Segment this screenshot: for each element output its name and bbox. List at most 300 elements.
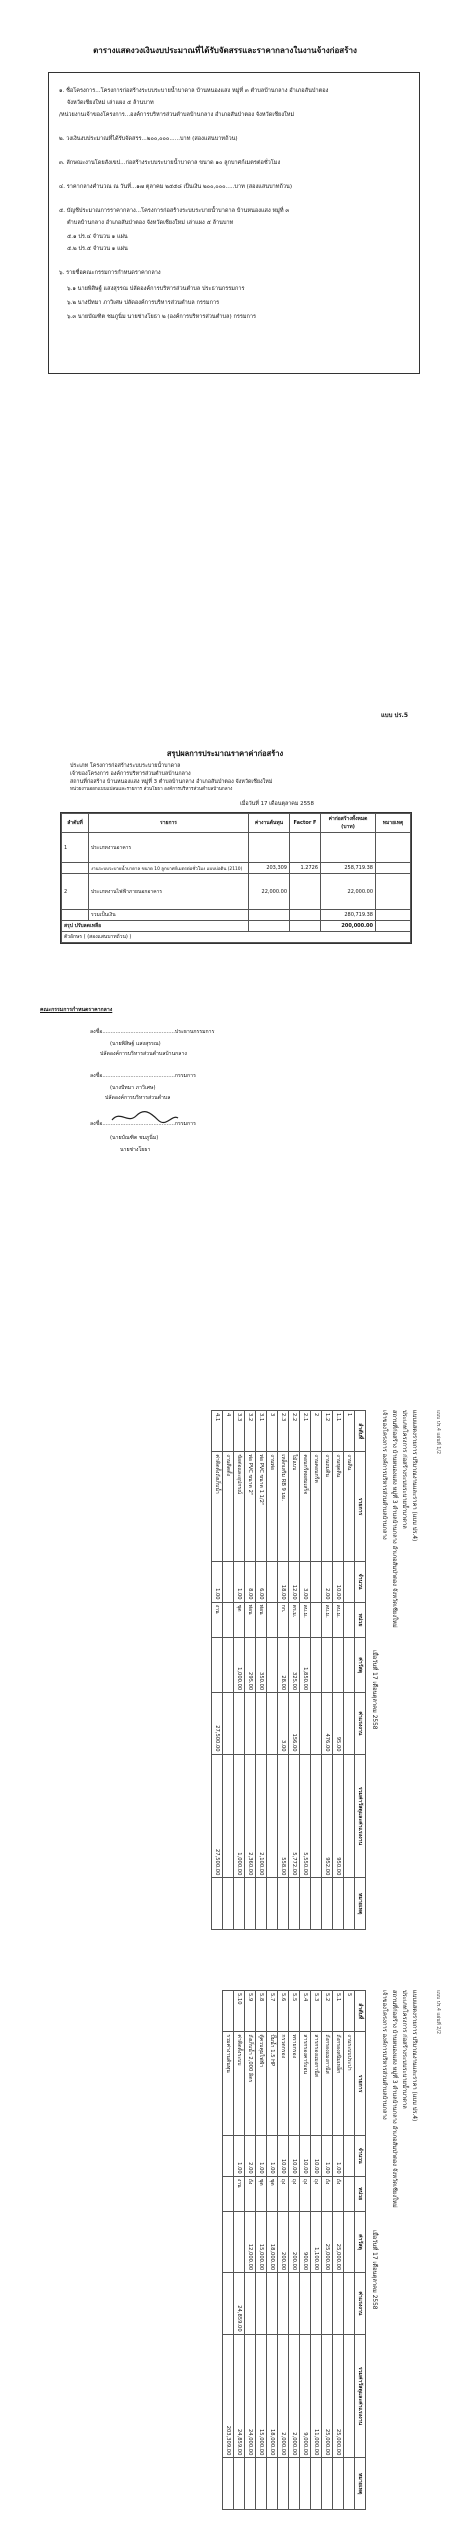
- column-header: ค่าก่อสร้างทั้งหมด (บาท): [321, 814, 376, 833]
- table-cell: [245, 2273, 256, 2334]
- amount-in-words: ตัวอักษร ( (สองแสนบาทถ้วน) ): [62, 932, 411, 943]
- table-cell: 2,100.00: [256, 1754, 267, 1878]
- table-cell: 1.2: [322, 1411, 333, 1452]
- table-cell: [62, 863, 89, 874]
- committee-line: ๖.๑ นายพิสิษฐ์ แสงสุรรณ ปลัดองค์การบริหารส่วนตำบล ประธานกรรมการ: [67, 286, 245, 292]
- table-cell: [249, 833, 290, 863]
- table-row: [278, 1991, 289, 2510]
- table-cell: 3.00: [278, 1693, 289, 1754]
- table-cell: 8.00: [245, 1561, 256, 1602]
- table-row: [234, 1411, 245, 1930]
- table-cell: [289, 2273, 300, 2334]
- table-cell: [267, 2273, 278, 2334]
- project-field: ประเภท โครงการก่อสร้างระบบระบายน้ำบาดาล: [70, 763, 181, 769]
- page-4-date: เมื่อวันที่ 17 เดือนตุลาคม 2558: [371, 2230, 377, 2310]
- table-cell: [376, 874, 411, 910]
- table-cell: 12,000.00: [245, 2211, 256, 2272]
- table-cell: 5.5: [289, 1991, 300, 2032]
- signer-name: (นายพิสิษฐ์ แสงสุรรณ): [110, 1041, 161, 1047]
- table-cell: 1: [62, 833, 89, 863]
- column-header: จำนวน: [355, 2135, 366, 2176]
- committee-line: ๖.๓ นายบัณฑิต ชมภูนิ่ม นายช่างโยธา ๒ (องค์การบริหารส่วนตำบล) กรรมการ: [67, 314, 257, 320]
- table-cell: กรวดกรอง: [278, 2032, 289, 2135]
- table-cell: 2.00: [322, 1561, 333, 1602]
- column-header: ค่าแรงงาน: [355, 2273, 366, 2334]
- table-cell: 5.8: [256, 1991, 267, 2032]
- summary-line: จังหวัดเชียงใหม่ เล่าแผง ๕ ล้านบาท: [67, 100, 154, 106]
- table-row: [333, 1991, 344, 2510]
- table-cell: [344, 2273, 355, 2334]
- table-cell: [278, 2458, 289, 2510]
- table-cell: [376, 863, 411, 874]
- table-cell: [311, 1878, 322, 1930]
- table-cell: [344, 1878, 355, 1930]
- table-cell: [267, 1754, 278, 1878]
- table-row: [62, 874, 411, 910]
- table-cell: [223, 2458, 234, 2510]
- table-cell: งานดิน: [344, 1452, 355, 1561]
- text-amount-row: [62, 932, 411, 943]
- table-cell: 325.00: [289, 1638, 300, 1693]
- table-row: [245, 1411, 256, 1930]
- summary-row: [62, 921, 411, 932]
- page-4-rotated: [222, 1990, 420, 2510]
- table-cell: ปั๊มน้ำ 1.5 HP: [267, 2032, 278, 2135]
- page-3-table: [211, 1410, 366, 1930]
- summary-line: /หน่วยงานเจ้าของโครงการ...องค์การบริหารส่วนตำบลบ้านกลาง อำเภอสันป่าตอง จังหวัดเชียงใหม่: [59, 112, 295, 118]
- project-field: เจ้าของโครงการ องค์การบริหารส่วนตำบลบ้านกลาง: [70, 771, 191, 777]
- table-cell: งานขุดดิน: [333, 1452, 344, 1561]
- table-cell: [344, 1754, 355, 1878]
- page-4-footer: แบบ ปร.4 แผ่นที่ 2/2: [435, 1990, 440, 2035]
- table-cell: 2,000.00: [278, 2334, 289, 2458]
- table-cell: 24,859.00: [234, 2334, 245, 2458]
- table-row: [322, 1411, 333, 1930]
- table-cell: 5,772.00: [289, 1754, 300, 1878]
- table-cell: 18,000.00: [267, 2211, 278, 2272]
- table-cell: [344, 2176, 355, 2211]
- signer-title: ปลัดองค์การบริหารส่วนตำบลบ้านกลาง: [100, 1051, 187, 1057]
- table-cell: 1,850.00: [300, 1638, 311, 1693]
- table-cell: งานระบบระบายน้ำบาดาล ขนาด 10 ลูกบาศก์เมตรต่อชั่วโมง แบบบ่อดิน (2110): [89, 863, 249, 874]
- table-cell: 5,550.00: [300, 1754, 311, 1878]
- table-cell: 2.2: [289, 1411, 300, 1452]
- table-cell: ถัง: [245, 2176, 256, 2211]
- table-cell: ประเภทงานอาคาร: [89, 833, 249, 863]
- column-header: รายการ: [355, 2032, 366, 2135]
- table-cell: ท่อ PVC ขนาด 2": [245, 1452, 256, 1561]
- table-cell: [256, 2458, 267, 2510]
- table-row: [223, 1991, 234, 2510]
- table-cell: 24,000.00: [245, 2334, 256, 2458]
- committee-line: ๖.๒ นางปัทมา ภาวิเศษ ปลัดองค์การบริหารส่วนตำบล กรรมการ: [67, 300, 220, 306]
- table-cell: [322, 1638, 333, 1693]
- table-cell: [311, 1638, 322, 1693]
- column-header: หมายเหตุ: [355, 1878, 366, 1930]
- table-cell: คอนกรีตผสมเสร็จ: [300, 1452, 311, 1561]
- table-cell: 10.00: [278, 2135, 289, 2176]
- table-cell: 1.00: [267, 2135, 278, 2176]
- summary-value: 200,000.00: [321, 921, 376, 932]
- table-row: [245, 1991, 256, 2510]
- table-cell: ค่าติดตั้งถังเก็บน้ำ: [212, 1452, 223, 1561]
- table-cell: [245, 1878, 256, 1930]
- table-cell: [311, 2273, 322, 2334]
- summary-label: สรุป ปรับลดเหลือ: [62, 921, 249, 932]
- page-4-header-line: ประเภทโครงการ ก่อสร้างระบบระบายน้ำบาดาล: [401, 1990, 407, 2109]
- table-cell: [223, 2176, 234, 2211]
- project-field: หน่วยงานออกแบบแปลนและรายการ ส่วนโยธา องค์การบริหารส่วนตำบลบ้านกลาง: [70, 787, 233, 792]
- signer-name: (นางปัทมา ภาวิเศษ): [110, 1085, 156, 1091]
- table-cell: 4: [223, 1411, 234, 1452]
- table-cell: [322, 2458, 333, 2510]
- table-cell: ข้อต่อและอุปกรณ์: [234, 1452, 245, 1561]
- table-row: [344, 1411, 355, 1930]
- table-cell: 1,000.00: [234, 1638, 245, 1693]
- summary-line: ๓. ลักษณะงานโดยสังเขป...ก่อสร้างระบบระบายน้ำบาดาล ขนาด ๑๐ ลูกบาศก์เมตรต่อชั่วโมง: [59, 160, 281, 166]
- table-cell: งานติดตั้ง: [223, 1452, 234, 1561]
- table-cell: 295.00: [245, 1638, 256, 1693]
- table-header-row: [355, 1411, 366, 1930]
- column-header: ค่าแรงงาน: [355, 1693, 366, 1754]
- table-cell: [376, 833, 411, 863]
- table-cell: 1.00: [256, 2135, 267, 2176]
- table-cell: [311, 1693, 322, 1754]
- table-cell: 2.3: [278, 1411, 289, 1452]
- table-cell: [289, 2458, 300, 2510]
- total-value: 280,719.38: [321, 910, 376, 921]
- table-cell: [289, 1878, 300, 1930]
- table-cell: [333, 2273, 344, 2334]
- table-row: [311, 1411, 322, 1930]
- table-row: [333, 1411, 344, 1930]
- table-row: [62, 863, 411, 874]
- table-cell: 5.10: [234, 1991, 245, 2032]
- table-cell: 27,500.00: [212, 1754, 223, 1878]
- column-header: รวมค่าวัสดุและค่าแรงงาน: [355, 2334, 366, 2458]
- table-cell: [267, 1602, 278, 1638]
- table-cell: กก.: [278, 1602, 289, 1638]
- page-4-header-line: แบบแสดงรายการ ปริมาณงานและราคา (แบบ ปร.4): [411, 1990, 417, 2122]
- page-3-header-line: เจ้าของโครงการ องค์การบริหารส่วนตำบลบ้านกลาง: [381, 1410, 387, 1540]
- table-cell: 200.00: [289, 2211, 300, 2272]
- table-cell: [311, 1602, 322, 1638]
- table-row: [223, 1411, 234, 1930]
- table-cell: [333, 1878, 344, 1930]
- page-3-header-line: แบบแสดงรายการ ปริมาณงานและราคา (แบบ ปร.4): [411, 1410, 417, 1542]
- table-cell: 1.00: [212, 1561, 223, 1602]
- table-cell: 15,000.00: [256, 2211, 267, 2272]
- table-cell: ค่าติดตั้งระบบ: [234, 2032, 245, 2135]
- table-cell: [333, 2458, 344, 2510]
- table-cell: รวมค่างานต้นทุน: [223, 2032, 234, 2135]
- column-header: หน่วย: [355, 1602, 366, 1638]
- table-cell: ไม้แบบ: [289, 1452, 300, 1561]
- table-cell: งานคอนกรีต: [311, 1452, 322, 1561]
- page-3-header-line: ประเภทโครงการ ก่อสร้างระบบระบายน้ำบาดาล: [401, 1410, 407, 1529]
- table-cell: 2: [62, 874, 89, 910]
- column-header: รายการ: [355, 1452, 366, 1561]
- table-header-row: [62, 814, 411, 833]
- table-cell: ท่อน: [256, 1602, 267, 1638]
- table-cell: [278, 2273, 289, 2334]
- table-cell: 1.00: [322, 2135, 333, 2176]
- page-3: [0, 1400, 450, 1960]
- page-1-title: ตารางแสดงวงเงินงบประมาณที่ได้รับจัดสรรและราคากลางในงานจ้างก่อสร้าง: [93, 46, 357, 55]
- table-cell: งานท่อ: [267, 1452, 278, 1561]
- table-row: [289, 1991, 300, 2510]
- table-cell: 18.00: [278, 1561, 289, 1602]
- column-header: หมายเหตุ: [355, 2458, 366, 2510]
- signature-line: ลงชื่อ............................................กรรมการ: [90, 1073, 196, 1079]
- table-row: [300, 1411, 311, 1930]
- table-cell: 5.7: [267, 1991, 278, 2032]
- table-cell: ถุง: [300, 2176, 311, 2211]
- page-4-header-line: สถานที่ก่อสร้าง บ้านหนองแสง หมู่ที่ 3 ตำบลบ้านกลาง อำเภอสันป่าตอง จังหวัดเชียงใหม่: [391, 1990, 397, 2208]
- table-cell: 350.00: [256, 1638, 267, 1693]
- table-cell: 10.00: [289, 2135, 300, 2176]
- table-cell: [267, 1638, 278, 1693]
- table-row: [234, 1991, 245, 2510]
- table-cell: 10.00: [300, 2135, 311, 2176]
- table-cell: 2: [311, 1411, 322, 1452]
- table-cell: งานระบบประปา: [344, 2032, 355, 2135]
- table-cell: [245, 1693, 256, 1754]
- table-cell: ถุง: [289, 2176, 300, 2211]
- table-cell: 3.3: [234, 1411, 245, 1452]
- table-cell: 24,859.00: [234, 2273, 245, 2334]
- table-cell: [344, 1638, 355, 1693]
- signer-title: นายช่างโยธา: [120, 1147, 151, 1153]
- total-row: [62, 910, 411, 921]
- table-cell: [300, 1878, 311, 1930]
- table-cell: ถุง: [311, 2176, 322, 2211]
- summary-line: ๒. วงเงินงบประมาณที่ได้รับจัดสรร...๒๐๐,๐๐๐......บาท (สองแสนบาทถ้วน): [59, 136, 238, 142]
- table-cell: 10.00: [333, 1561, 344, 1602]
- table-cell: [212, 1638, 223, 1693]
- table-cell: 5.9: [245, 1991, 256, 2032]
- table-cell: 5: [344, 1991, 355, 2032]
- page-4-header-line: เจ้าของโครงการ องค์การบริหารส่วนตำบลบ้านกลาง: [381, 1990, 387, 2120]
- table-cell: 25,000.00: [322, 2334, 333, 2458]
- table-cell: [290, 833, 321, 863]
- signer-title: ปลัดองค์การบริหารส่วนตำบล: [105, 1095, 171, 1101]
- table-cell: 28.00: [278, 1638, 289, 1693]
- column-header: ลำดับที่: [355, 1411, 366, 1452]
- column-header: รวมค่าวัสดุและค่าแรงงาน: [355, 1754, 366, 1878]
- column-header: รายการ: [89, 814, 249, 833]
- table-row: [212, 1411, 223, 1930]
- table-cell: [344, 2334, 355, 2458]
- table-cell: 476.00: [322, 1693, 333, 1754]
- page-4: [0, 1980, 450, 2540]
- table-cell: 10.00: [311, 2135, 322, 2176]
- table-cell: [223, 2273, 234, 2334]
- table-cell: ถัง: [333, 2176, 344, 2211]
- page-3-header-line: สถานที่ก่อสร้าง บ้านหนองแสง หมู่ที่ 3 ตำบลบ้านกลาง อำเภอสันป่าตอง จังหวัดเชียงใหม่: [391, 1410, 397, 1628]
- table-row: [267, 1411, 278, 1930]
- table-cell: [278, 1878, 289, 1930]
- table-cell: ถุง: [278, 2176, 289, 2211]
- summary-line: ๔. ราคากลางคำนวณ ณ วันที่...๑๗ ตุลาคม ๒๕๕๘ เป็นเงิน ๒๐๐,๐๐๐.....บาท (สองแสนบาทถ้วน): [59, 184, 293, 190]
- table-cell: [290, 874, 321, 910]
- signature-line: ลงชื่อ............................................ประธานกรรมการ: [90, 1029, 215, 1035]
- date-field: เมื่อวันที่ 17 เดือนตุลาคม 2558: [240, 801, 314, 807]
- table-cell: [223, 2135, 234, 2176]
- table-cell: 900.00: [300, 2211, 311, 2272]
- page-3-rotated: [211, 1410, 420, 1930]
- page-3-date: เมื่อวันที่ 17 เดือนตุลาคม 2558: [371, 1650, 377, 1730]
- table-cell: งาน: [234, 2176, 245, 2211]
- table-cell: 200.00: [278, 2211, 289, 2272]
- table-cell: 1,100.00: [311, 2211, 322, 2272]
- summary-line: ๕.๒ ปร.๕ จำนวน ๑ แผ่น: [67, 246, 128, 252]
- column-header: ลำดับที่: [355, 1991, 366, 2032]
- table-cell: ท่อน: [245, 1602, 256, 1638]
- table-cell: [267, 1878, 278, 1930]
- table-cell: [322, 1878, 333, 1930]
- table-cell: เหล็กเสริม RB 9 มม.: [278, 1452, 289, 1561]
- table-cell: [344, 2135, 355, 2176]
- table-cell: [212, 1878, 223, 1930]
- page-4-table: [222, 1990, 366, 2510]
- column-header: หน่วย: [355, 2176, 366, 2211]
- table-cell: [267, 1693, 278, 1754]
- page-2-title: สรุปผลการประมาณราคาค่าก่อสร้าง: [166, 749, 284, 758]
- table-cell: [223, 1878, 234, 1930]
- column-header: จำนวน: [355, 1561, 366, 1602]
- table-cell: 2.1: [300, 1411, 311, 1452]
- table-cell: 95.00: [333, 1693, 344, 1754]
- table-cell: [223, 2211, 234, 2272]
- table-row: [311, 1991, 322, 2510]
- form-number: แบบ ปร.5: [380, 712, 408, 719]
- table-cell: 952.00: [322, 1754, 333, 1878]
- table-row: [256, 1991, 267, 2510]
- signature-line: ลงชื่อ............................................กรรมการ: [90, 1121, 196, 1127]
- signer-name: (นายบัณฑิต ชมภูนิ่ม): [110, 1135, 159, 1141]
- table-cell: 5.1: [333, 1991, 344, 2032]
- column-header: หมายเหตุ: [376, 814, 411, 833]
- table-cell: 558.00: [278, 1754, 289, 1878]
- column-header: ค่างานต้นทุน: [249, 814, 290, 833]
- table-cell: 9,000.00: [300, 2334, 311, 2458]
- table-cell: 1: [344, 1411, 355, 1452]
- table-cell: 6.00: [256, 1561, 267, 1602]
- table-cell: 11,000.00: [311, 2334, 322, 2458]
- table-cell: 12.00: [289, 1561, 300, 1602]
- table-cell: ถังเก็บน้ำ 2,000 ลิตร: [245, 2032, 256, 2135]
- table-cell: [311, 2458, 322, 2510]
- table-cell: 3.2: [245, 1411, 256, 1452]
- table-cell: [223, 1602, 234, 1638]
- table-cell: [267, 2458, 278, 2510]
- table-header-row: [355, 1991, 366, 2510]
- table-cell: 25,000.00: [333, 2211, 344, 2272]
- column-header: Factor F: [290, 814, 321, 833]
- table-cell: ถังกรองสนิมเหล็ก: [333, 2032, 344, 2135]
- column-header: ค่าวัสดุ: [355, 1638, 366, 1693]
- table-cell: [223, 1754, 234, 1878]
- table-cell: ถังกรองแมงกานีส: [322, 2032, 333, 2135]
- table-cell: 15,000.00: [256, 2334, 267, 2458]
- table-cell: 258,719.38: [321, 863, 376, 874]
- table-cell: [300, 1693, 311, 1754]
- table-row: [256, 1411, 267, 1930]
- table-cell: 25,000.00: [333, 2334, 344, 2458]
- table-cell: [300, 2458, 311, 2510]
- table-row: [278, 1411, 289, 1930]
- table-cell: สารกรองแมงกานีส: [311, 2032, 322, 2135]
- summary-line: ๖. รายชื่อคณะกรรมการกำหนดราคากลาง: [59, 270, 161, 276]
- table-cell: 22,000.00: [321, 874, 376, 910]
- summary-line: ๑. ชื่อโครงการ...โครงการก่อสร้างระบบระบายน้ำบาดาล บ้านหนองแสง หมู่ที่ ๓ ตำบลบ้านกลาง อำเภอสันป่าตอง: [59, 88, 329, 94]
- table-cell: [256, 1878, 267, 1930]
- table-cell: [344, 2211, 355, 2272]
- table-row: [344, 1991, 355, 2510]
- table-cell: 2,360.00: [245, 1754, 256, 1878]
- table-cell: 950.00: [333, 1754, 344, 1878]
- table-cell: 1.2726: [290, 863, 321, 874]
- table-cell: 1.1: [333, 1411, 344, 1452]
- summary-line: ๕.๑ ปร.๔ จำนวน ๑ แผ่น: [67, 234, 128, 240]
- table-cell: 203,309: [249, 863, 290, 874]
- table-row: [289, 1411, 300, 1930]
- table-cell: [223, 1693, 234, 1754]
- table-cell: ประเภทงานไฟฟ้าภายนอกอาคาร: [89, 874, 249, 910]
- table-cell: สารกรองคาร์บอน: [300, 2032, 311, 2135]
- table-cell: [234, 1878, 245, 1930]
- table-cell: [245, 2458, 256, 2510]
- table-cell: ท่อ PVC ขนาด 1 1/2": [256, 1452, 267, 1561]
- table-cell: งานถมดิน: [322, 1452, 333, 1561]
- table-cell: [322, 2273, 333, 2334]
- table-cell: ทรายกรอง: [289, 2032, 300, 2135]
- table-cell: ถัง: [322, 2176, 333, 2211]
- table-cell: 3.1: [256, 1411, 267, 1452]
- table-cell: [256, 1693, 267, 1754]
- table-cell: ลบ.ม.: [322, 1602, 333, 1638]
- project-summary-box: [48, 72, 420, 374]
- table-cell: [256, 2273, 267, 2334]
- total-label: รวมเป็นเงิน: [89, 910, 249, 921]
- table-cell: 156.00: [289, 1693, 300, 1754]
- table-cell: [311, 1561, 322, 1602]
- table-cell: [300, 2273, 311, 2334]
- table-cell: 5.6: [278, 1991, 289, 2032]
- table-row: [62, 833, 411, 863]
- table-cell: [321, 833, 376, 863]
- table-cell: [234, 1693, 245, 1754]
- table-cell: [344, 1602, 355, 1638]
- table-cell: ชุด: [267, 2176, 278, 2211]
- table-cell: ชุด: [234, 1602, 245, 1638]
- table-cell: [333, 1638, 344, 1693]
- table-cell: [311, 1754, 322, 1878]
- table-cell: 1.00: [333, 2135, 344, 2176]
- table-cell: 203,309.00: [223, 2334, 234, 2458]
- table-cell: 5.2: [322, 1991, 333, 2032]
- table-cell: 3.00: [300, 1561, 311, 1602]
- table-cell: 5.4: [300, 1991, 311, 2032]
- table-cell: 25,000.00: [322, 2211, 333, 2272]
- committee-heading: คณะกรรมการกำหนดราคากลาง: [40, 1007, 113, 1013]
- summary-line: ตำบลบ้านกลาง อำเภอสันป่าตอง จังหวัดเชียงใหม่ เล่าแผง ๕ ล้านบาท: [67, 220, 234, 226]
- table-cell: [234, 2211, 245, 2272]
- table-cell: 1.00: [234, 1561, 245, 1602]
- table-cell: งาน: [212, 1602, 223, 1638]
- table-row: [322, 1991, 333, 2510]
